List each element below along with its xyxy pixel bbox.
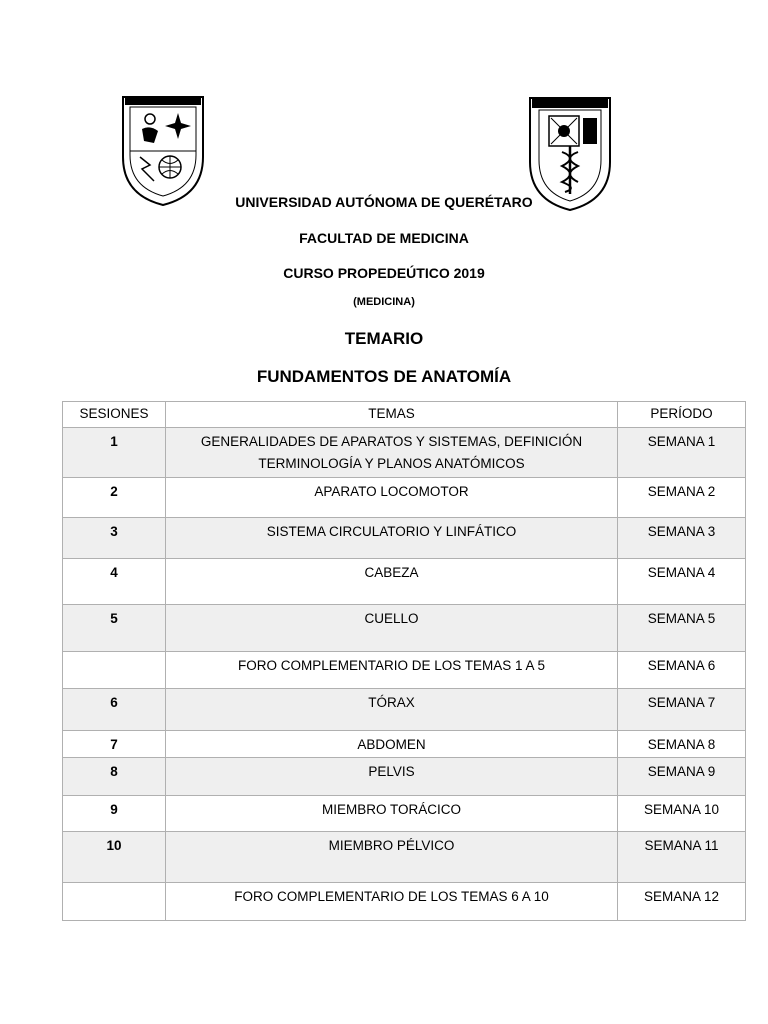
table-row (63, 883, 746, 921)
session-cell: 5 (63, 605, 166, 652)
period-cell: SEMANA 6 (618, 652, 746, 689)
table-row (63, 559, 746, 605)
topic-cell: CABEZA (166, 559, 618, 605)
topic-cell: CUELLO (166, 605, 618, 652)
topic-cell: PELVIS (166, 758, 618, 796)
document-type-title: TEMARIO (344, 329, 424, 348)
topic-cell: ABDOMEN (166, 731, 618, 758)
subject-title: FUNDAMENTOS DE ANATOMÍA (256, 367, 512, 386)
table-row (63, 731, 746, 758)
topic-cell: FORO COMPLEMENTARIO DE LOS TEMAS 6 A 10 (166, 883, 618, 921)
header-sessions: SESIONES (63, 402, 166, 428)
table-row (63, 689, 746, 731)
header-topics: TEMAS (166, 402, 618, 428)
session-cell: 9 (63, 796, 166, 832)
period-cell: SEMANA 1 (618, 428, 746, 478)
table-row (63, 605, 746, 652)
university-title: UNIVERSIDAD AUTÓNOMA DE QUERÉTARO (235, 194, 533, 210)
period-cell: SEMANA 5 (618, 605, 746, 652)
topic-cell: APARATO LOCOMOTOR (166, 478, 618, 518)
topic-cell: MIEMBRO TORÁCICO (166, 796, 618, 832)
session-cell: 8 (63, 758, 166, 796)
topic-cell: SISTEMA CIRCULATORIO Y LINFÁTICO (166, 518, 618, 559)
table-row (63, 428, 746, 478)
topic-cell: MIEMBRO PÉLVICO (166, 832, 618, 883)
table-row (63, 796, 746, 832)
topic-cell: GENERALIDADES DE APARATOS Y SISTEMAS, DEFINICIÓN TERMINOLOGÍA Y PLANOS ANATÓMICOS (166, 428, 618, 478)
session-cell: 6 (63, 689, 166, 731)
session-cell: 2 (63, 478, 166, 518)
course-title: CURSO PROPEDEÚTICO 2019 (283, 265, 485, 281)
table-row (63, 478, 746, 518)
faculty-title: FACULTAD DE MEDICINA (299, 230, 469, 246)
program-subtitle: (MEDICINA) (353, 296, 415, 308)
header-period: PERÍODO (618, 402, 746, 428)
period-cell: SEMANA 8 (618, 731, 746, 758)
topic-cell: FORO COMPLEMENTARIO DE LOS TEMAS 1 A 5 (166, 652, 618, 689)
session-cell (63, 883, 166, 921)
table-row (63, 518, 746, 559)
period-cell: SEMANA 12 (618, 883, 746, 921)
period-cell: SEMANA 10 (618, 796, 746, 832)
table-header-row (63, 402, 746, 428)
table-row (63, 758, 746, 796)
period-cell: SEMANA 2 (618, 478, 746, 518)
table-row (63, 832, 746, 883)
session-cell: 10 (63, 832, 166, 883)
session-cell: 7 (63, 731, 166, 758)
topic-cell: TÓRAX (166, 689, 618, 731)
period-cell: SEMANA 11 (618, 832, 746, 883)
university-crest-logo (120, 95, 206, 207)
period-cell: SEMANA 9 (618, 758, 746, 796)
period-cell: SEMANA 7 (618, 689, 746, 731)
period-cell: SEMANA 3 (618, 518, 746, 559)
session-cell: 1 (63, 428, 166, 478)
session-cell: 4 (63, 559, 166, 605)
period-cell: SEMANA 4 (618, 559, 746, 605)
session-cell: 3 (63, 518, 166, 559)
table-row (63, 652, 746, 689)
syllabus-table (62, 401, 746, 921)
session-cell (63, 652, 166, 689)
